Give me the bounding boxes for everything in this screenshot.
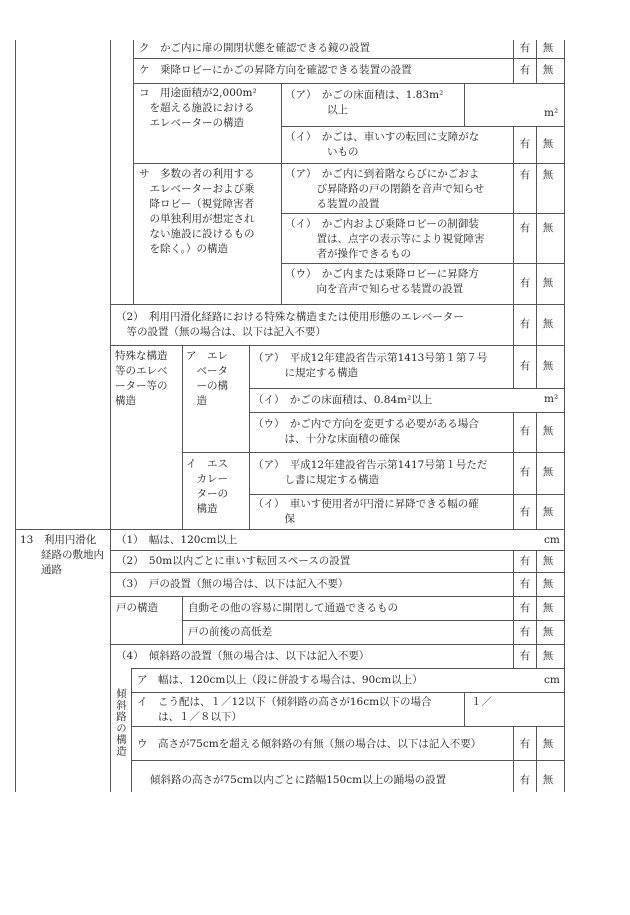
rule bbox=[133, 83, 564, 84]
section-2: （2） 利用円滑化経路における特殊な構造または使用形態のエレベーター 等の設置（無の場合は、以下は記入不要） bbox=[116, 311, 464, 338]
elevator-structure-label: ア エレ ベータ ーの構 造 bbox=[186, 350, 228, 407]
yes-mark[interactable]: 有 bbox=[519, 360, 531, 372]
rule bbox=[182, 620, 564, 621]
rule bbox=[15, 40, 16, 792]
rule bbox=[110, 304, 564, 305]
yes-mark[interactable]: 有 bbox=[519, 64, 531, 76]
item-elev-i: （イ） かごの床面積は、0.84m²以上 bbox=[253, 394, 433, 406]
item-ramp-i: イ こう配は、１／12以下（傾斜路の高さが16cm以下の場合 は、１／８以下） bbox=[137, 696, 432, 723]
yes-mark[interactable]: 有 bbox=[519, 277, 531, 289]
no-mark[interactable]: 無 bbox=[542, 169, 554, 181]
rule bbox=[131, 692, 564, 693]
rule bbox=[131, 668, 132, 792]
no-mark[interactable]: 無 bbox=[542, 650, 554, 662]
no-mark[interactable]: 無 bbox=[542, 138, 554, 150]
rule bbox=[464, 83, 465, 126]
rule bbox=[182, 452, 564, 453]
rule bbox=[281, 83, 282, 304]
ramp-slope-value: １／ bbox=[471, 696, 492, 708]
no-mark[interactable]: 無 bbox=[542, 42, 554, 54]
item-13-2: （2） 50m以内ごとに車いす転回スペースの設置 bbox=[116, 555, 351, 567]
no-mark[interactable]: 無 bbox=[542, 277, 554, 289]
rule bbox=[110, 644, 564, 645]
item-ramp-u: ウ 高さが75cmを超える傾斜路の有無（無の場合は、以下は記入不要） bbox=[137, 738, 482, 750]
rule bbox=[133, 163, 564, 164]
yes-mark[interactable]: 有 bbox=[519, 169, 531, 181]
rule bbox=[464, 692, 465, 726]
unit-m2: m² bbox=[544, 107, 559, 119]
rule bbox=[281, 213, 564, 214]
rule bbox=[133, 58, 564, 59]
item-door-b: 戸の前後の高低差 bbox=[188, 626, 272, 638]
yes-mark[interactable]: 有 bbox=[519, 222, 531, 234]
yes-mark[interactable]: 有 bbox=[519, 506, 531, 518]
rule bbox=[133, 40, 134, 304]
rule bbox=[110, 40, 111, 792]
no-mark[interactable]: 無 bbox=[542, 555, 554, 567]
rule bbox=[564, 40, 565, 792]
item-sa-heading: サ 多数の者の利用する エレベーターおよび乗 降ロビー（視覚障害者 の単独利用が想定され ない施設に設けるもの を除く。）の構造 bbox=[139, 168, 255, 255]
yes-mark[interactable]: 有 bbox=[519, 42, 531, 54]
yes-mark[interactable]: 有 bbox=[519, 466, 531, 478]
unit-cm: cm bbox=[544, 534, 560, 546]
unit-m2: m² bbox=[544, 393, 559, 405]
escalator-structure-label: イ エス カレー ターの 構造 bbox=[186, 458, 228, 515]
item-ramp-a: ア 幅は、120cm以上（段に併設する場合は、90cm以上） bbox=[137, 674, 423, 686]
rule bbox=[110, 550, 564, 551]
no-mark[interactable]: 無 bbox=[542, 578, 554, 590]
item-sa-u: （ウ） かご内または乗降ロビーに昇降方 向を音声で知らせる装置の設置 bbox=[285, 268, 479, 295]
rule bbox=[110, 572, 564, 573]
item-esc-i: （イ） 車いす使用者が円滑に昇降できる幅の確 保 bbox=[253, 498, 479, 525]
rule bbox=[182, 345, 183, 529]
yes-mark[interactable]: 有 bbox=[519, 138, 531, 150]
unit-cm: cm bbox=[544, 674, 560, 686]
ramp-structure-label: 傾斜路の構造 bbox=[115, 688, 127, 757]
rule bbox=[249, 345, 250, 529]
rule bbox=[15, 529, 564, 530]
yes-mark[interactable]: 有 bbox=[519, 425, 531, 437]
yes-mark[interactable]: 有 bbox=[519, 738, 531, 750]
yes-mark[interactable]: 有 bbox=[519, 650, 531, 662]
no-mark[interactable]: 無 bbox=[542, 466, 554, 478]
no-mark[interactable]: 無 bbox=[542, 318, 554, 330]
item-sa-i: （イ） かご内および乗降ロビーの制御装 置は、点字の表示等により視覚障害 者が操作できるもの bbox=[285, 218, 485, 260]
rule bbox=[131, 760, 564, 761]
yes-mark[interactable]: 有 bbox=[519, 774, 531, 786]
item-ko-a: （ア） かごの床面積は、1.83m² 以上 bbox=[285, 89, 444, 116]
no-mark[interactable]: 無 bbox=[542, 425, 554, 437]
no-mark[interactable]: 無 bbox=[542, 626, 554, 638]
rule bbox=[131, 668, 564, 669]
yes-mark[interactable]: 有 bbox=[519, 626, 531, 638]
no-mark[interactable]: 無 bbox=[542, 222, 554, 234]
yes-mark[interactable]: 有 bbox=[519, 578, 531, 590]
rule bbox=[110, 345, 564, 346]
item-door-a: 自動その他の容易に開閉して通過できるもの bbox=[188, 602, 398, 614]
yes-mark[interactable]: 有 bbox=[519, 602, 531, 614]
item-13-1: （1） 幅は、120cm以上 bbox=[116, 534, 238, 546]
item-ramp-landing: 傾斜路の高さが75cm以内ごとに踏幅150cm以上の踊場の設置 bbox=[150, 774, 447, 786]
no-mark[interactable]: 無 bbox=[542, 774, 554, 786]
item-ke: ケ 乗降ロビーにかごの昇降方向を確認できる装置の設置 bbox=[139, 64, 412, 76]
rule bbox=[182, 596, 183, 644]
item-elev-u: （ウ） かご内で方向を変更する必要がある場合 は、十分な床面積の確保 bbox=[253, 418, 479, 445]
item-13-3: （3） 戸の設置（無の場合は、以下は記入不要） bbox=[116, 578, 349, 590]
item-13-4: （4） 傾斜路の設置（無の場合は、以下は記入不要） bbox=[116, 650, 370, 662]
rule bbox=[249, 412, 564, 413]
no-mark[interactable]: 無 bbox=[542, 738, 554, 750]
item-esc-a: （ア） 平成12年建設省告示第1417号第１号ただ し書に規定する構造 bbox=[253, 459, 488, 486]
yes-mark[interactable]: 有 bbox=[519, 318, 531, 330]
rule bbox=[281, 126, 564, 127]
special-structure-label: 特殊な構造 等のエレベ ーター等の 構造 bbox=[115, 350, 168, 407]
item-sa-a: （ア） かご内に到着階ならびにかごおよ び昇降路の戸の閉鎖を音声で知らせ る装置の設置 bbox=[285, 168, 485, 210]
no-mark[interactable]: 無 bbox=[542, 360, 554, 372]
item-ko-i: （イ） かごは、車いすの転回に支障がな いもの bbox=[285, 131, 480, 158]
rule bbox=[249, 388, 564, 389]
item-elev-a: （ア） 平成12年建設省告示第1413号第１第７号 に規定する構造 bbox=[253, 352, 488, 379]
yes-mark[interactable]: 有 bbox=[519, 555, 531, 567]
item-ku: ク かご内に扉の開閉状態を確認できる鏡の設置 bbox=[139, 42, 370, 54]
no-mark[interactable]: 無 bbox=[542, 602, 554, 614]
item-ko-heading: コ 用途面積が2,000m² を超える施設における エレベーターの構造 bbox=[139, 87, 257, 129]
door-structure-label: 戸の構造 bbox=[116, 602, 158, 614]
section-13-heading: 13 利用円滑化 経路の敷地内 通路 bbox=[20, 534, 104, 576]
rule bbox=[281, 263, 564, 264]
no-mark[interactable]: 無 bbox=[542, 506, 554, 518]
no-mark[interactable]: 無 bbox=[542, 64, 554, 76]
rule bbox=[110, 596, 564, 597]
rule bbox=[249, 494, 564, 495]
rule bbox=[131, 726, 564, 727]
